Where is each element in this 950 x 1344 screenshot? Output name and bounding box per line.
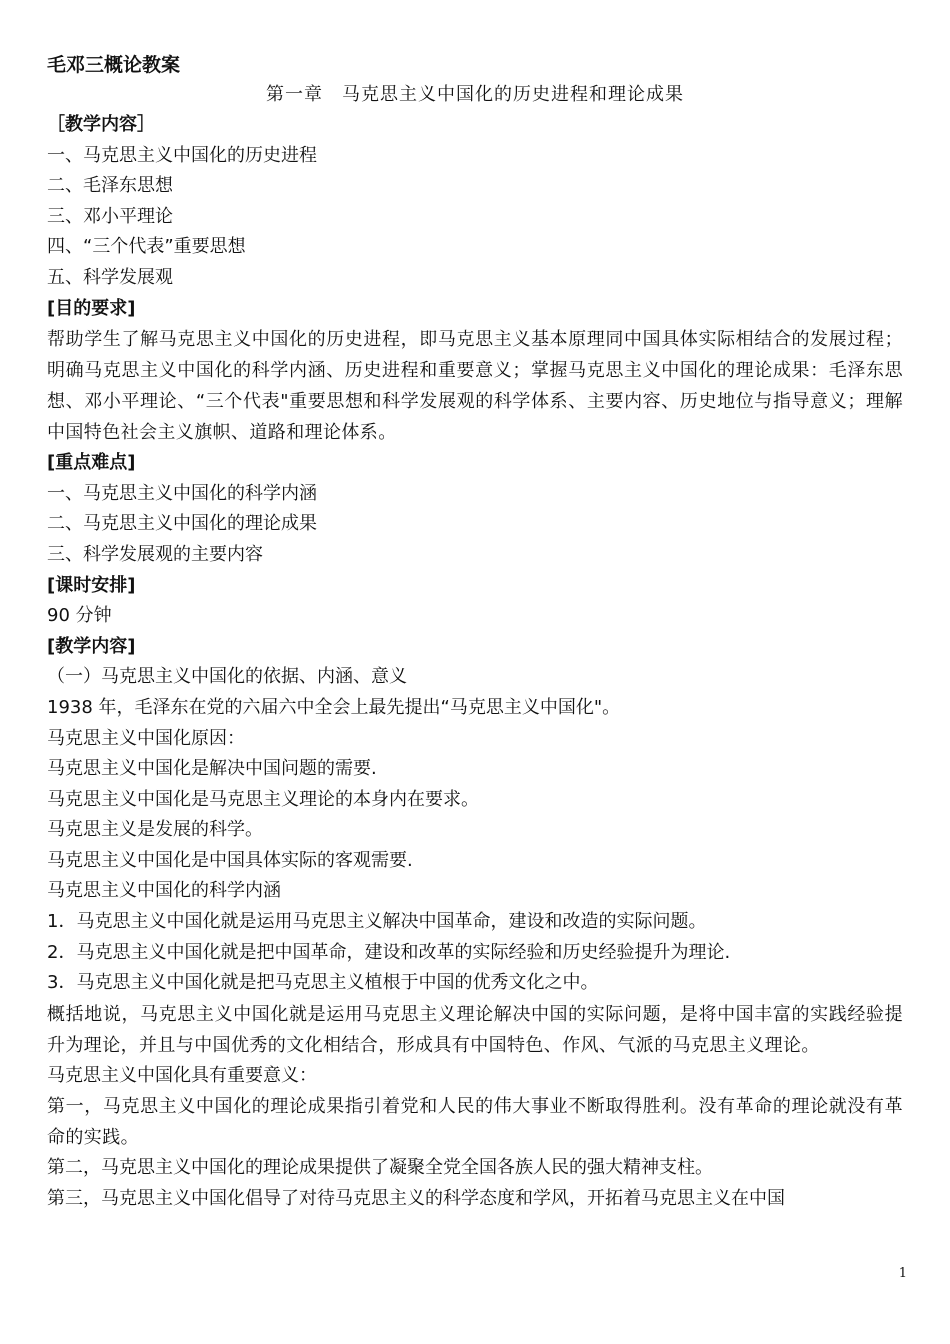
body-line: 马克思主义中国化是马克思主义理论的本身内在要求。 <box>47 788 479 810</box>
body-line: 马克思主义中国化原因： <box>47 727 245 749</box>
section-heading-objectives: [目的要求] <box>47 297 136 319</box>
section-heading-content-2: [教学内容] <box>47 635 136 657</box>
body-line: 马克思主义中国化是中国具体实际的客观需要. <box>47 849 413 871</box>
content-item: 一、马克思主义中国化的历史进程 <box>47 144 317 166</box>
section-heading-keypoints: [重点难点] <box>47 452 136 474</box>
schedule-text: 90 分钟 <box>47 605 112 627</box>
keypoint-item: 二、马克思主义中国化的理论成果 <box>47 513 317 535</box>
chapter-title: 第一章 马克思主义中国化的历史进程和理论成果 <box>266 84 684 105</box>
significance-paragraph-3: 第三，马克思主义中国化倡导了对待马克思主义的科学态度和学风，开拓着马克思主义在中国 <box>47 1188 785 1210</box>
body-line: 3．马克思主义中国化就是把马克思主义植根于中国的优秀文化之中。 <box>47 972 599 994</box>
keypoint-item: 一、马克思主义中国化的科学内涵 <box>47 482 317 504</box>
body-line: 1．马克思主义中国化就是运用马克思主义解决中国革命，建设和改造的实际问题。 <box>47 911 707 933</box>
content-item: 三、邓小平理论 <box>47 205 173 227</box>
keypoint-item: 三、科学发展观的主要内容 <box>47 543 263 565</box>
content-item: 四、“三个代表”重要思想 <box>47 236 246 258</box>
section-heading-schedule: [课时安排] <box>47 574 136 596</box>
content-item: 二、毛泽东思想 <box>47 175 173 197</box>
body-line: 马克思主义是发展的科学。 <box>47 819 263 841</box>
content-item: 五、科学发展观 <box>47 266 173 288</box>
significance-paragraph-2: 第二，马克思主义中国化的理论成果提供了凝聚全党全国各族人民的强大精神支柱。 <box>47 1157 713 1179</box>
document-title: 毛邓三概论教案 <box>47 54 181 76</box>
section-heading-content: ［教学内容］ <box>47 114 155 135</box>
significance-intro: 马克思主义中国化具有重要意义： <box>47 1064 317 1086</box>
body-line: 1938 年，毛泽东在党的六届六中全会上最先提出“马克思主义中国化"。 <box>47 696 621 718</box>
objectives-paragraph: 帮助学生了解马克思主义中国化的历史进程，即马克思主义基本原理同中国具体实际相结合的发展过程；明确马克思主义中国化的科学内涵、历史进程和重要意义；掌握马克思主义中国化的理论成果：毛泽东思想、邓小平理论、“三个代表"重要思想和科学发展观的科学体系、主要内容、历史地位与指导意义；理解中国特色社会主义旗帜、道路和理论体系。 <box>47 329 903 444</box>
body-line: 马克思主义中国化是解决中国问题的需要. <box>47 758 377 780</box>
summary-paragraph: 概括地说，马克思主义中国化就是运用马克思主义理论解决中国的实际问题，是将中国丰富的实践经验提升为理论，并且与中国优秀的文化相结合，形成具有中国特色、作风、气派的马克思主义理论。 <box>47 1003 903 1056</box>
body-line: 2．马克思主义中国化就是把中国革命，建设和改革的实际经验和历史经验提升为理论. <box>47 941 731 963</box>
page-number: 1 <box>898 1266 907 1281</box>
document-body <box>47 50 903 1215</box>
body-line: 马克思主义中国化的科学内涵 <box>47 880 281 902</box>
body-line: （一）马克思主义中国化的依据、内涵、意义 <box>47 666 407 688</box>
significance-paragraph-1: 第一，马克思主义中国化的理论成果指引着党和人民的伟大事业不断取得胜利。没有革命的理论就没有革命的实践。 <box>47 1096 903 1149</box>
